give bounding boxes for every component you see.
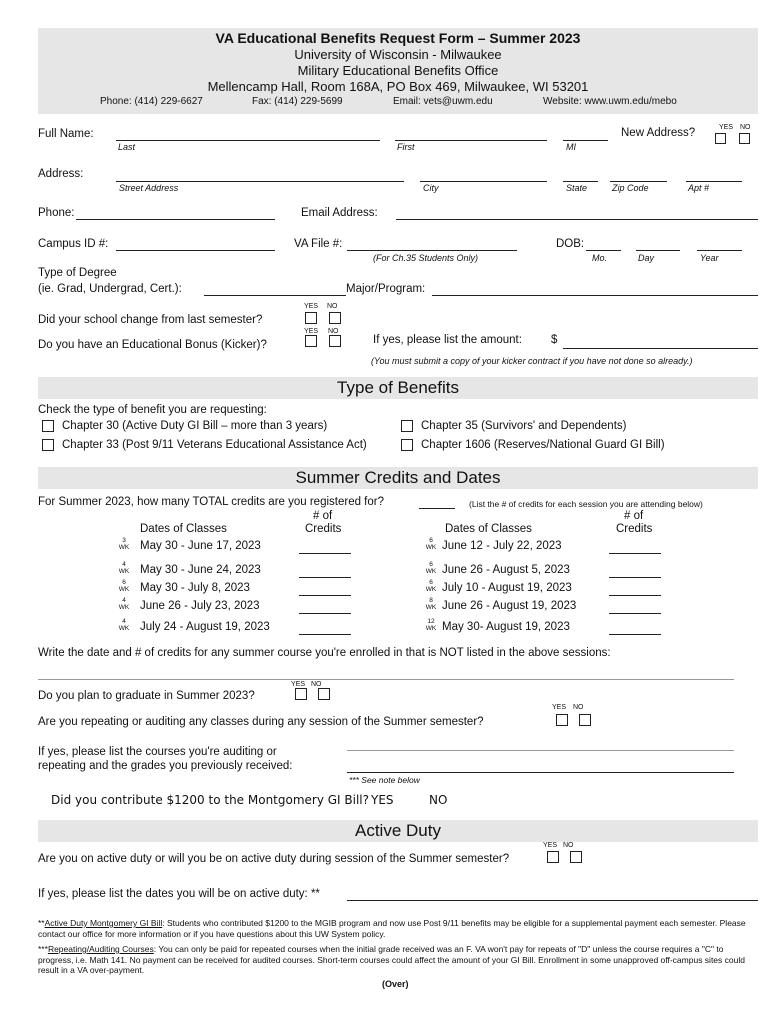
- email-field[interactable]: [396, 219, 758, 220]
- apt-caption: Apt #: [688, 183, 710, 193]
- mgib-note: **Active Duty Montgomery GI Bill: Students who contributed $1200 to the MGIB program and now use Post 9/11 benefits may be eligible for a supplemental payment each semester. Please contact our office for more information or if you have questions about this UW System policy.: [38, 918, 746, 939]
- dob-day-field[interactable]: [636, 250, 680, 251]
- ch30-label: Chapter 30 (Active Duty GI Bill – more than 3 years): [62, 420, 328, 432]
- major-field[interactable]: [432, 295, 758, 296]
- type-of-benefits-heading: Type of Benefits: [38, 377, 758, 399]
- dates-header-left: Dates of Classes: [140, 523, 227, 535]
- session-credits-field-right-3[interactable]: [609, 613, 661, 614]
- phone-label: Phone:: [38, 207, 75, 219]
- repeating-note: ***Repeating/Auditing Courses: You can only be paid for repeated courses when the initial grade received was an F. VA won't pay for repeats of "D" unless the course requires a "C" to progress, i.e. Math 141. No payment can be received for audited courses. Short-term courses could affect the amount of your GI Bill. Enrollment in some unapproved off-campus sites could result in a VA over-payment.: [38, 944, 745, 975]
- ch30-checkbox[interactable]: [42, 420, 54, 432]
- credits-header-left: Credits: [305, 523, 342, 535]
- dates-header-right: Dates of Classes: [445, 523, 532, 535]
- zip-caption: Zip Code: [612, 183, 649, 193]
- active-duty-no-label: NO: [563, 842, 574, 849]
- repeating-question: Are you repeating or auditing any classes during any session of the Summer semester?: [38, 716, 484, 728]
- kicker-yes-checkbox[interactable]: [305, 335, 317, 347]
- session-dates-left-2: May 30 - July 8, 2023: [140, 582, 250, 594]
- repeating-yes-label: YES: [552, 704, 567, 711]
- new-address-label: New Address?: [621, 127, 696, 139]
- graduate-no-label: NO: [311, 681, 322, 688]
- ch33-checkbox[interactable]: [42, 439, 54, 451]
- not-listed-field[interactable]: [38, 679, 734, 680]
- kicker-note: (You must submit a copy of your kicker contract if you have not done so already.): [371, 356, 693, 366]
- dob-year-caption: Year: [700, 253, 719, 263]
- session-dates-right-1: June 26 - August 5, 2023: [442, 564, 570, 576]
- session-weeks-right-0: 6 WK: [425, 537, 437, 551]
- num-of-right: # of: [624, 510, 644, 522]
- office-address: Mellencamp Hall, Room 168A, PO Box 469, Milwaukee, WI 53201: [207, 79, 589, 94]
- office-name: Military Educational Benefits Office: [297, 63, 499, 78]
- new-address-no-label: NO: [740, 124, 751, 131]
- repeating-no-label: NO: [573, 704, 584, 711]
- list-courses-label-1: If yes, please list the courses you're auditing or: [38, 746, 277, 758]
- degree-label-1: Type of Degree: [38, 267, 117, 279]
- kicker-amount-label: If yes, please list the amount:: [373, 334, 522, 346]
- va-file-field[interactable]: [347, 250, 517, 251]
- session-credits-field-right-1[interactable]: [609, 577, 661, 578]
- ch33-label: Chapter 33 (Post 9/11 Veterans Educational Assistance Act): [62, 439, 367, 451]
- city-field[interactable]: [420, 181, 547, 182]
- apt-field[interactable]: [686, 181, 742, 182]
- repeating-yes-checkbox[interactable]: [556, 714, 568, 726]
- form-header: [38, 28, 758, 114]
- office-email: Email: vets@uwm.edu: [393, 96, 493, 107]
- session-weeks-right-1: 6 WK: [425, 561, 437, 575]
- repeating-no-checkbox[interactable]: [579, 714, 591, 726]
- session-dates-right-3: June 26 - August 19, 2023: [442, 600, 577, 612]
- mi-caption: MI: [566, 142, 576, 152]
- email-label: Email Address:: [301, 207, 378, 219]
- va-file-label: VA File #:: [294, 238, 343, 250]
- school-change-no-checkbox[interactable]: [329, 312, 341, 324]
- ch35-note: (For Ch.35 Students Only): [373, 253, 479, 263]
- session-weeks-left-2: 6 WK: [118, 579, 130, 593]
- see-note-below: *** See note below: [349, 775, 420, 785]
- state-caption: State: [566, 183, 588, 193]
- mi-field[interactable]: [563, 140, 608, 141]
- credits-header-right: Credits: [616, 523, 653, 535]
- active-duty-dates-label: If yes, please list the dates you will be on active duty: **: [38, 888, 320, 900]
- session-weeks-right-3: 8 WK: [425, 597, 437, 611]
- major-label: Major/Program:: [346, 283, 426, 295]
- session-credits-field-right-4[interactable]: [609, 634, 661, 635]
- not-listed-prompt: Write the date and # of credits for any summer course you're enrolled in that is NOT listed in the above sessions:: [38, 647, 611, 659]
- school-change-no-label: NO: [327, 303, 338, 310]
- session-dates-right-4: May 30- August 19, 2023: [442, 621, 570, 633]
- ch1606-checkbox[interactable]: [401, 439, 413, 451]
- active-duty-no-checkbox[interactable]: [570, 851, 582, 863]
- list-courses-field-2[interactable]: [347, 772, 734, 773]
- new-address-no-checkbox[interactable]: [739, 133, 750, 144]
- city-caption: City: [423, 183, 439, 193]
- session-weeks-left-3: 4 WK: [118, 597, 130, 611]
- mgib-note-title: Active Duty Montgomery GI Bill: [44, 918, 163, 928]
- num-of-left: # of: [313, 510, 333, 522]
- office-fax: Fax: (414) 229-5699: [252, 96, 343, 107]
- session-credits-field-left-1[interactable]: [299, 577, 351, 578]
- graduate-question: Do you plan to graduate in Summer 2023?: [38, 690, 255, 702]
- total-credits-field[interactable]: [419, 508, 455, 509]
- session-dates-right-0: June 12 - July 22, 2023: [442, 540, 562, 552]
- list-courses-label-2: repeating and the grades you previously received:: [38, 760, 293, 772]
- session-credits-field-left-0[interactable]: [299, 553, 351, 554]
- active-duty-dates-field[interactable]: [347, 900, 758, 901]
- new-address-yes-checkbox[interactable]: [715, 133, 726, 144]
- ch35-label: Chapter 35 (Survivors' and Dependents): [421, 420, 627, 432]
- kicker-yes-label: YES: [304, 328, 319, 335]
- montgomery-no[interactable]: NO: [429, 793, 448, 807]
- graduate-yes-label: YES: [291, 681, 306, 688]
- school-change-yes-label: YES: [304, 303, 319, 310]
- session-credits-field-left-4[interactable]: [299, 634, 351, 635]
- kicker-amount-field[interactable]: [563, 348, 758, 349]
- dob-label: DOB:: [556, 238, 585, 250]
- street-field[interactable]: [116, 181, 404, 182]
- session-weeks-right-2: 6 WK: [425, 579, 437, 593]
- montgomery-question: Did you contribute $1200 to the Montgomery GI Bill?: [51, 793, 370, 807]
- campus-id-label: Campus ID #:: [38, 238, 109, 250]
- street-caption: Street Address: [119, 183, 179, 193]
- university-name: University of Wisconsin - Milwaukee: [294, 47, 502, 62]
- dob-day-caption: Day: [638, 253, 655, 263]
- office-phone: Phone: (414) 229-6627: [100, 96, 203, 107]
- montgomery-yes[interactable]: YES: [371, 793, 394, 807]
- session-credits-field-right-0[interactable]: [609, 553, 661, 554]
- session-dates-left-1: May 30 - June 24, 2023: [140, 564, 261, 576]
- session-weeks-left-0: 3 WK: [118, 537, 130, 551]
- summer-credits-heading: Summer Credits and Dates: [38, 467, 758, 489]
- over-label: (Over): [382, 979, 409, 989]
- kicker-no-checkbox[interactable]: [329, 335, 341, 347]
- dollar-sign: $: [551, 334, 558, 346]
- active-duty-heading: Active Duty: [38, 820, 758, 842]
- session-dates-left-4: July 24 - August 19, 2023: [140, 621, 270, 633]
- state-field[interactable]: [563, 181, 598, 182]
- benefits-prompt: Check the type of benefit you are requesting:: [38, 404, 267, 416]
- kicker-no-label: NO: [328, 328, 339, 335]
- dob-month-field[interactable]: [586, 250, 621, 251]
- graduate-yes-checkbox[interactable]: [295, 688, 307, 700]
- graduate-no-checkbox[interactable]: [318, 688, 330, 700]
- active-duty-yes-label: YES: [543, 842, 558, 849]
- office-website: Website: www.uwm.edu/mebo: [543, 96, 677, 107]
- school-change-yes-checkbox[interactable]: [305, 312, 317, 324]
- school-change-question: Did your school change from last semester?: [38, 314, 263, 326]
- kicker-question: Do you have an Educational Bonus (Kicker)?: [38, 339, 267, 351]
- list-courses-field-1[interactable]: [347, 750, 734, 751]
- new-address-yes-label: YES: [719, 124, 734, 131]
- active-duty-question: Are you on active duty or will you be on active duty during session of the Summer semester?: [38, 853, 510, 865]
- dob-year-field[interactable]: [697, 250, 742, 251]
- campus-id-field[interactable]: [116, 250, 275, 251]
- phone-field[interactable]: [76, 219, 275, 220]
- form-title: VA Educational Benefits Request Form – Summer 2023: [215, 30, 581, 46]
- active-duty-yes-checkbox[interactable]: [547, 851, 559, 863]
- session-credits-field-left-3[interactable]: [299, 613, 351, 614]
- ch35-checkbox[interactable]: [401, 420, 413, 432]
- repeating-note-title: Repeating/Auditing Courses: [47, 944, 154, 954]
- session-dates-left-3: June 26 - July 23, 2023: [140, 600, 260, 612]
- session-dates-right-2: July 10 - August 19, 2023: [442, 582, 572, 594]
- session-dates-left-0: May 30 - June 17, 2023: [140, 540, 261, 552]
- session-weeks-right-4: 12 WK: [425, 618, 437, 632]
- session-credits-field-right-2[interactable]: [609, 595, 661, 596]
- session-credits-field-left-2[interactable]: [299, 595, 351, 596]
- session-weeks-left-4: 4 WK: [118, 618, 130, 632]
- first-caption: First: [397, 142, 415, 152]
- total-credits-question: For Summer 2023, how many TOTAL credits are you registered for?: [38, 496, 384, 508]
- address-label: Address:: [38, 168, 84, 180]
- first-name-field[interactable]: [395, 140, 547, 141]
- zip-field[interactable]: [610, 181, 667, 182]
- ch1606-label: Chapter 1606 (Reserves/National Guard GI Bill): [421, 439, 665, 451]
- degree-field[interactable]: [204, 295, 346, 296]
- session-weeks-left-1: 4 WK: [118, 561, 130, 575]
- full-name-label: Full Name:: [38, 128, 94, 140]
- dob-month-caption: Mo.: [592, 253, 608, 263]
- last-name-field[interactable]: [116, 140, 380, 141]
- session-list-note: (List the # of credits for each session you are attending below): [469, 499, 703, 509]
- degree-label-2: (ie. Grad, Undergrad, Cert.):: [38, 283, 182, 295]
- last-caption: Last: [118, 142, 136, 152]
